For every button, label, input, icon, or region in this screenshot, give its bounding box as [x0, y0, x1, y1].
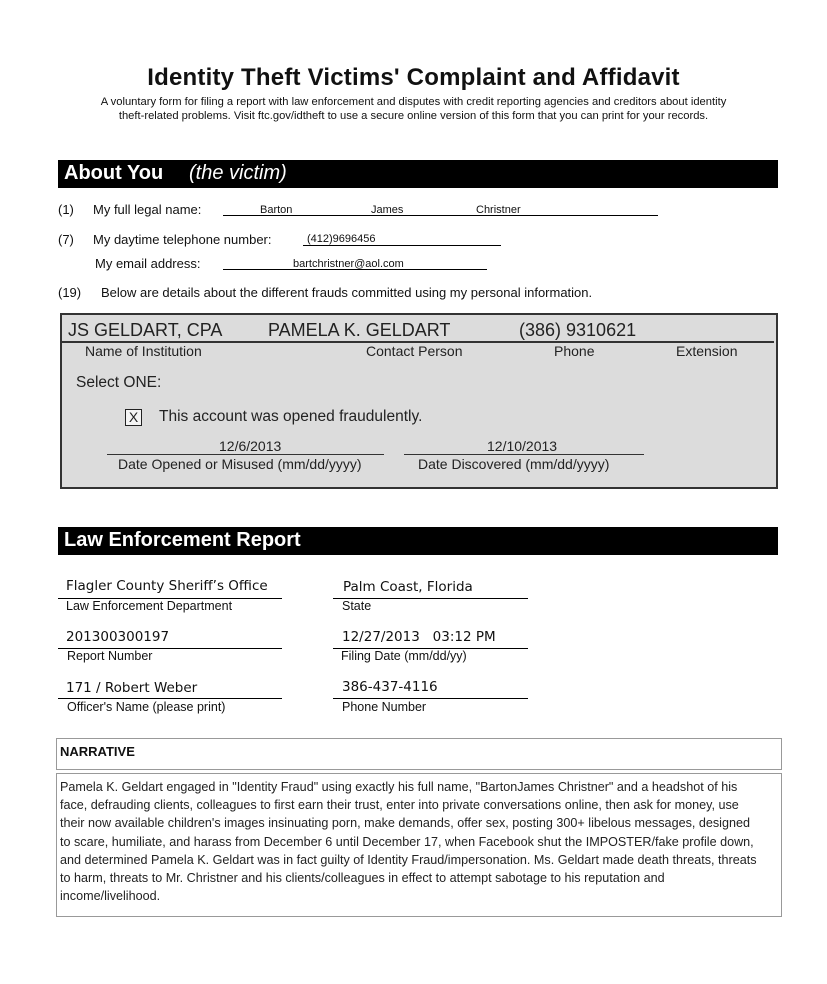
full-name-label: My full legal name: [93, 202, 202, 217]
opened-fraudulently-checkbox[interactable]: X [125, 409, 142, 426]
department-label: Law Enforcement Department [66, 599, 233, 613]
q19-number: (19) [58, 285, 82, 300]
date-discovered-label: Date Discovered (mm/dd/yyyy) [418, 456, 610, 472]
narrative-line: income/livelihood. [60, 889, 161, 904]
q7-number: (7) [58, 232, 74, 247]
officer-name-underline [58, 698, 282, 699]
narrative-text [60, 778, 778, 905]
phone-underline [303, 245, 501, 246]
subtitle-line-2: theft-related problems. Visit ftc.gov/idtheft to use a secure online version of this form that you can print for your records. [118, 110, 709, 122]
date-discovered-underline [404, 454, 644, 455]
law-enforcement-heading: Law Enforcement Report [64, 529, 301, 551]
phone-column-label: Phone [554, 343, 595, 359]
first-name-value[interactable]: Barton [260, 204, 293, 216]
contact-column-label: Contact Person [366, 343, 463, 359]
narrative-line: to scare, humiliate, and harass from December 6 until December 17, when Facebook shut the IMPOSTER/fake profile down, [60, 834, 754, 849]
institution-value[interactable]: JS GELDART, CPA [68, 320, 223, 340]
fraud-phone-value[interactable]: (386) 9310621 [519, 320, 637, 340]
law-enforcement-section-header [58, 527, 778, 555]
state-label: State [342, 599, 372, 613]
about-you-heading: About You [64, 162, 164, 184]
last-name-value[interactable]: Christner [476, 204, 521, 216]
narrative-line: face, defrauding clients, colleagues to first earn their trust, enter into private conversations online, then ask for money, use [60, 798, 739, 813]
select-one-label: Select ONE: [76, 374, 162, 391]
email-label: My email address: [95, 256, 201, 271]
officer-name-label: Officer's Name (please print) [67, 700, 226, 714]
report-number-label: Report Number [67, 649, 153, 663]
date-opened-value[interactable]: 12/6/2013 [219, 438, 282, 454]
narrative-header-box [56, 738, 782, 770]
institution-column-label: Name of Institution [85, 343, 202, 359]
middle-name-value[interactable]: James [371, 204, 404, 216]
officer-name-value[interactable]: 171 / Robert Weber [66, 680, 198, 696]
victim-subheading: (the victim) [189, 162, 287, 184]
date-discovered-value[interactable]: 12/10/2013 [487, 438, 558, 454]
report-number-value[interactable]: 201300300197 [66, 629, 170, 645]
phone-label: My daytime telephone number: [93, 232, 272, 247]
filing-date-value[interactable]: 12/27/2013 03:12 PM [342, 629, 496, 645]
frauds-intro-text: Below are details about the different frauds committed using my personal information. [101, 285, 593, 300]
subtitle-line-1: A voluntary form for filing a report with law enforcement and disputes with credit reporting agencies and creditors about identity [100, 96, 727, 108]
narrative-line: to harm, threats to Mr. Christner and his clients/colleagues in effect to attempt sabotage to his reputation and [60, 871, 665, 886]
form-title: Identity Theft Victims' Complaint and Affidavit [147, 64, 680, 91]
date-opened-label: Date Opened or Misused (mm/dd/yyyy) [118, 456, 362, 472]
narrative-line: and determined Pamela K. Geldart was in fact guilty of Identity Fraud/impersonation. Ms. Geldart made death threats, threats [60, 852, 757, 867]
filing-date-label: Filing Date (mm/dd/yy) [341, 649, 467, 663]
department-value[interactable]: Flagler County Sheriff’s Office [66, 578, 268, 594]
date-opened-underline [107, 454, 384, 455]
narrative-line: their now available children's images insinuating porn, make demands, offer sex, posting 300+ libelous messages, designed [60, 816, 750, 831]
narrative-line: Pamela K. Geldart engaged in "Identity Fraud" using exactly his full name, "BartonJames Christner" and a headshot of his [60, 780, 738, 794]
q1-number: (1) [58, 202, 74, 217]
officer-phone-value[interactable]: 386-437-4116 [342, 679, 438, 695]
extension-column-label: Extension [676, 343, 738, 359]
form-subtitle [60, 95, 767, 123]
officer-phone-underline [333, 698, 528, 699]
opened-fraudulently-label: This account was opened fraudulently. [159, 408, 423, 425]
email-value[interactable]: bartchristner@aol.com [293, 258, 404, 270]
about-you-section-header [58, 160, 778, 188]
narrative-heading: NARRATIVE [60, 744, 135, 759]
phone-value[interactable]: (412)9696456 [307, 233, 376, 245]
officer-phone-label: Phone Number [342, 700, 427, 714]
contact-person-value[interactable]: PAMELA K. GELDART [268, 320, 451, 340]
state-value[interactable]: Palm Coast, Florida [343, 579, 473, 595]
